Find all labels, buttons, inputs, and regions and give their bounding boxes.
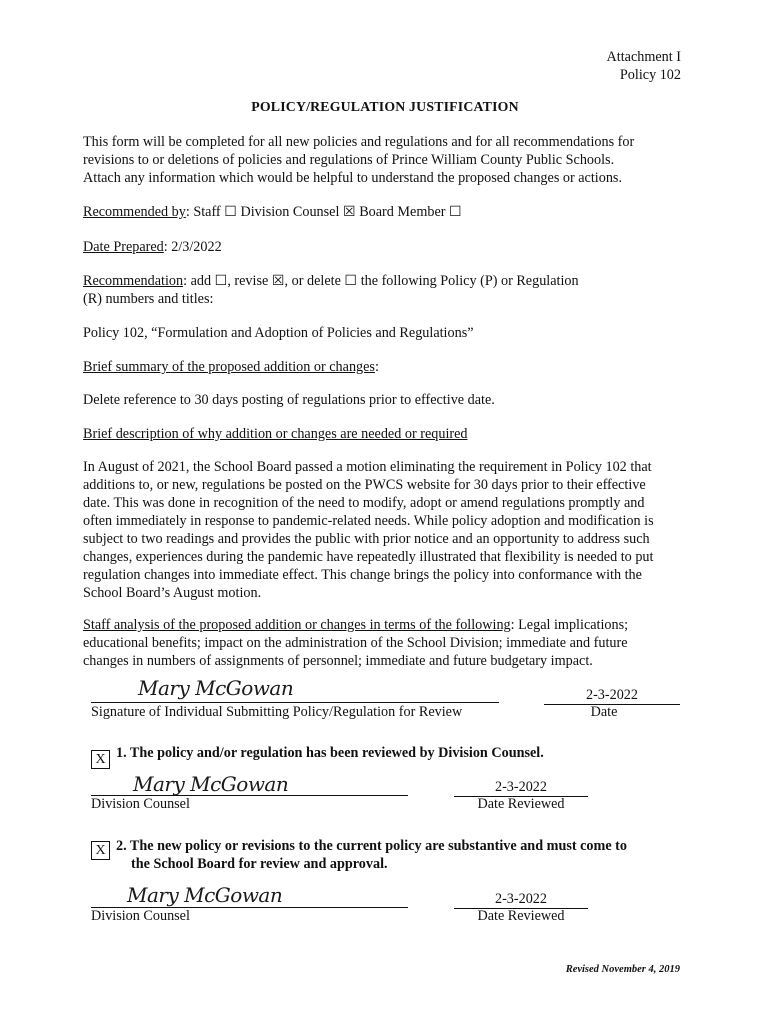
item1-date: 2-3-2022 bbox=[494, 779, 547, 795]
submitter-date-caption: Date bbox=[590, 704, 618, 720]
item2-caption: Division Counsel bbox=[91, 908, 190, 924]
recommendation-label: Recommendation bbox=[83, 273, 184, 289]
item1-text: 1. The policy and/or regulation has been reviewed by Division Counsel. bbox=[116, 745, 544, 761]
page-title: POLICY/REGULATION JUSTIFICATION bbox=[251, 99, 519, 114]
submitter-signature: Mary McGowan bbox=[138, 676, 294, 700]
item1-date-caption: Date Reviewed bbox=[477, 796, 565, 812]
item1-checkbox[interactable]: X bbox=[91, 750, 110, 769]
staff-analysis-criteria: : Legal implications; bbox=[510, 617, 629, 633]
summary-heading bbox=[83, 358, 691, 376]
staff-analysis bbox=[83, 616, 691, 670]
intro-line: Attach any information which would be helpful to understand the proposed changes or actions. bbox=[83, 170, 622, 186]
date-prepared-value: : 2/3/2022 bbox=[163, 239, 222, 255]
recommended-by bbox=[83, 203, 691, 221]
recommendation-options: : add ☐, revise ☒, or delete ☐ the following Policy (P) or Regulation bbox=[183, 273, 579, 289]
description-line: regulation changes into immediate effect. This change brings the policy into conformance with the bbox=[83, 567, 642, 583]
summary-label: Brief summary of the proposed addition or changes bbox=[83, 359, 375, 375]
staff-analysis-line: changes in numbers of assignments of personnel; immediate and future budgetary impact. bbox=[83, 653, 593, 669]
description-heading bbox=[83, 425, 691, 443]
submitter-caption: Signature of Individual Submitting Policy/Regulation for Review bbox=[91, 704, 463, 720]
policy-title: Policy 102, “Formulation and Adoption of Policies and Regulations” bbox=[83, 325, 474, 341]
item2-text-line: 2. The new policy or revisions to the current policy are substantive and must come to bbox=[116, 838, 628, 854]
description-line: date. This was done in recognition of the need to modify, adopt or amend regulations promptly and bbox=[83, 495, 645, 511]
policy-number: Policy 102 bbox=[619, 67, 681, 83]
recommended-by-options: : Staff ☐ Division Counsel ☒ Board Member ☐ bbox=[185, 204, 462, 220]
recommendation-line2: (R) numbers and titles: bbox=[83, 291, 214, 307]
description-line: School Board’s August motion. bbox=[83, 585, 262, 601]
description-line: changes, experiences during the pandemic have repeatedly illustrated that flexibility is needed to put bbox=[83, 549, 654, 565]
item2-text bbox=[116, 837, 627, 873]
submitter-signature-line bbox=[91, 702, 499, 703]
item2-text-line: the School Board for review and approval. bbox=[131, 856, 388, 872]
description-line: subject to two readings and provides the public with prior notice and an opportunity to address such bbox=[83, 531, 650, 547]
intro-line: This form will be completed for all new policies and regulations and for all recommendations for bbox=[83, 134, 635, 150]
staff-analysis-label: Staff analysis of the proposed addition or changes in terms of the following bbox=[83, 617, 511, 633]
summary-colon: : bbox=[374, 359, 379, 375]
intro-paragraph bbox=[83, 133, 691, 187]
summary-text: Delete reference to 30 days posting of regulations prior to effective date. bbox=[83, 392, 495, 408]
description-paragraph bbox=[83, 458, 691, 602]
submitter-date: 2-3-2022 bbox=[585, 687, 638, 703]
intro-line: revisions to or deletions of policies and regulations of Prince William County Public Schools. bbox=[83, 152, 615, 168]
item2-checkbox[interactable]: X bbox=[91, 841, 110, 860]
description-line: often immediately in response to pandemic-related needs. While policy adoption and modification is bbox=[83, 513, 654, 529]
revision-note: Revised November 4, 2019 bbox=[565, 964, 680, 975]
staff-analysis-line: educational benefits; impact on the administration of the School Division; immediate and future bbox=[83, 635, 628, 651]
description-line: additions to, or new, regulations be posted on the PWCS website for 30 days prior to their effective bbox=[83, 477, 646, 493]
item2-date: 2-3-2022 bbox=[494, 891, 547, 907]
item1-caption: Division Counsel bbox=[91, 796, 190, 812]
item2-date-caption: Date Reviewed bbox=[477, 908, 565, 924]
recommendation bbox=[83, 272, 691, 308]
attachment-label: Attachment I bbox=[606, 49, 681, 65]
date-prepared-label: Date Prepared bbox=[83, 239, 164, 255]
description-line: In August of 2021, the School Board passed a motion eliminating the requirement in Policy 102 that bbox=[83, 459, 652, 475]
date-prepared bbox=[83, 238, 691, 256]
description-label: Brief description of why addition or changes are needed or required bbox=[83, 426, 468, 442]
item1-signature: Mary McGowan bbox=[133, 772, 289, 796]
recommended-by-label: Recommended by bbox=[83, 204, 186, 220]
item2-signature: Mary McGowan bbox=[127, 883, 283, 907]
